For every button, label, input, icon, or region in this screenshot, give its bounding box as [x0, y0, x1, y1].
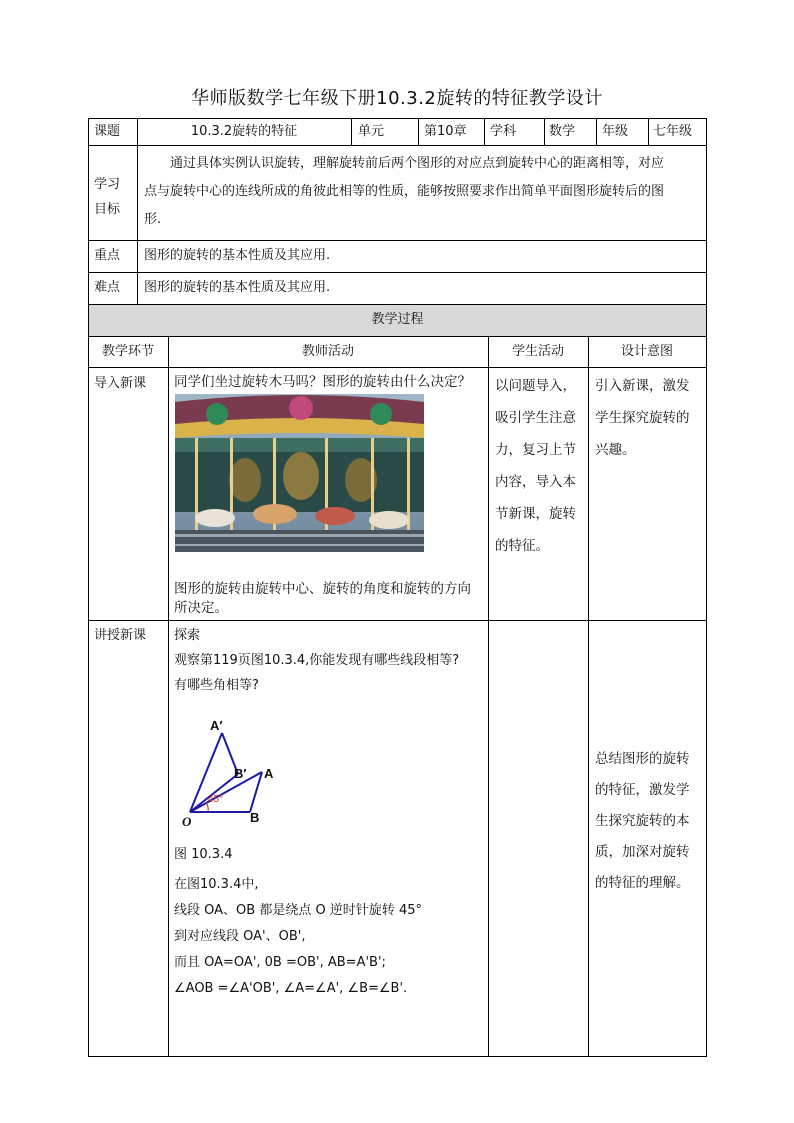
unit-label: 单元: [358, 124, 385, 139]
lesson-design: [595, 744, 690, 899]
goals-label: [94, 172, 120, 222]
label-a: A: [264, 766, 274, 781]
goals-text-line2: 点与旋转中心的连线所成的角彼此相等的性质，能够按照要求作出简单平面图形旋转后的图: [144, 184, 665, 199]
goals-label-line1: 学习: [94, 177, 121, 192]
key-point-label: 重点: [94, 248, 121, 263]
unit-value: 第10章: [424, 124, 467, 139]
intro-student: [495, 370, 576, 562]
intro-student-line: 以问题导入，: [495, 378, 576, 394]
lesson-stage: 讲授新课: [94, 628, 147, 643]
page-title: 华师版数学七年级下册10.3.2旋转的特征教学设计: [191, 88, 603, 109]
label-o: O: [182, 814, 192, 828]
col-design: 设计意图: [620, 344, 673, 359]
lesson-design-line: 生探究旋转的本: [595, 813, 690, 829]
lesson-design-line: 的特征，激发学: [595, 782, 690, 798]
lesson-teacher-top: [174, 623, 459, 698]
intro-answer: [174, 580, 471, 618]
subject-label: 学科: [490, 124, 517, 139]
carousel-photo: [175, 394, 424, 552]
goals-text-line1: 通过具体实例认识旋转，理解旋转前后两个图形的对应点到旋转中心的距离相等，对应: [170, 156, 665, 171]
intro-design-line: 学生探究旋转的: [595, 410, 690, 426]
topic-value: 10.3.2旋转的特征: [190, 124, 298, 139]
lesson-line: 而且 OA=OA', 0B =OB', AB=A'B';: [174, 955, 386, 970]
lesson-line: 在图10.3.4中,: [174, 877, 259, 892]
intro-student-line: 的特征。: [495, 538, 549, 554]
label-angle: 45°: [208, 794, 224, 805]
lesson-line: 线段 OA、OB 都是绕点 O 逆时针旋转 45°: [174, 903, 422, 918]
goals-text-line3: 形.: [144, 212, 162, 227]
intro-design: [595, 370, 690, 466]
subject-value: 数学: [549, 124, 576, 139]
goals-label-line2: 目标: [94, 202, 121, 217]
intro-student-line: 吸引学生注意: [495, 410, 576, 426]
key-point-text: 图形的旋转的基本性质及其应用.: [144, 248, 331, 263]
col-stage: 教学环节: [101, 344, 154, 359]
intro-student-line: 内容，导入本: [495, 474, 576, 490]
lesson-teacher-bottom: [174, 872, 422, 1002]
lesson-line: 观察第119页图10.3.4,你能发现有哪些线段相等?: [174, 653, 460, 668]
lesson-line: 探索: [174, 628, 201, 643]
label-a-prime: A′: [210, 718, 223, 733]
lesson-line: 到对应线段 OA'、OB',: [174, 929, 306, 944]
intro-design-line: 兴趣。: [595, 442, 636, 458]
grade-value: 七年级: [653, 124, 693, 139]
intro-design-line: 引入新课，激发: [595, 378, 690, 394]
col-teacher: 教师活动: [301, 344, 354, 359]
intro-question: 同学们坐过旋转木马吗？图形的旋转由什么决定？: [174, 374, 471, 390]
difficulty-text: 图形的旋转的基本性质及其应用.: [144, 280, 331, 295]
rotation-figure: [178, 716, 288, 828]
lesson-line: 有哪些角相等?: [174, 678, 259, 693]
label-b: B: [250, 810, 260, 825]
topic-label: 课题: [94, 124, 121, 139]
grade-label: 年级: [602, 124, 629, 139]
intro-stage: 导入新课: [94, 376, 147, 391]
intro-answer-line1: 图形的旋转由旋转中心、旋转的角度和旋转的方向: [174, 581, 471, 597]
lesson-line: ∠AOB =∠A'OB', ∠A=∠A', ∠B=∠B'.: [174, 981, 408, 996]
lesson-design-line: 总结图形的旋转: [595, 751, 690, 767]
goals-text: [144, 150, 704, 234]
process-header: 教学过程: [371, 312, 424, 327]
figure-caption: 图 10.3.4: [174, 847, 233, 862]
lesson-design-line: 的特征的理解。: [595, 875, 690, 891]
intro-student-line: 节新课，旋转: [495, 506, 576, 522]
intro-student-line: 力，复习上节: [495, 442, 576, 458]
col-student: 学生活动: [511, 344, 564, 359]
lesson-design-line: 质，加深对旋转: [595, 844, 690, 860]
label-b-prime: B′: [234, 766, 247, 781]
difficulty-label: 难点: [94, 280, 121, 295]
intro-answer-line2: 所决定。: [174, 600, 228, 616]
